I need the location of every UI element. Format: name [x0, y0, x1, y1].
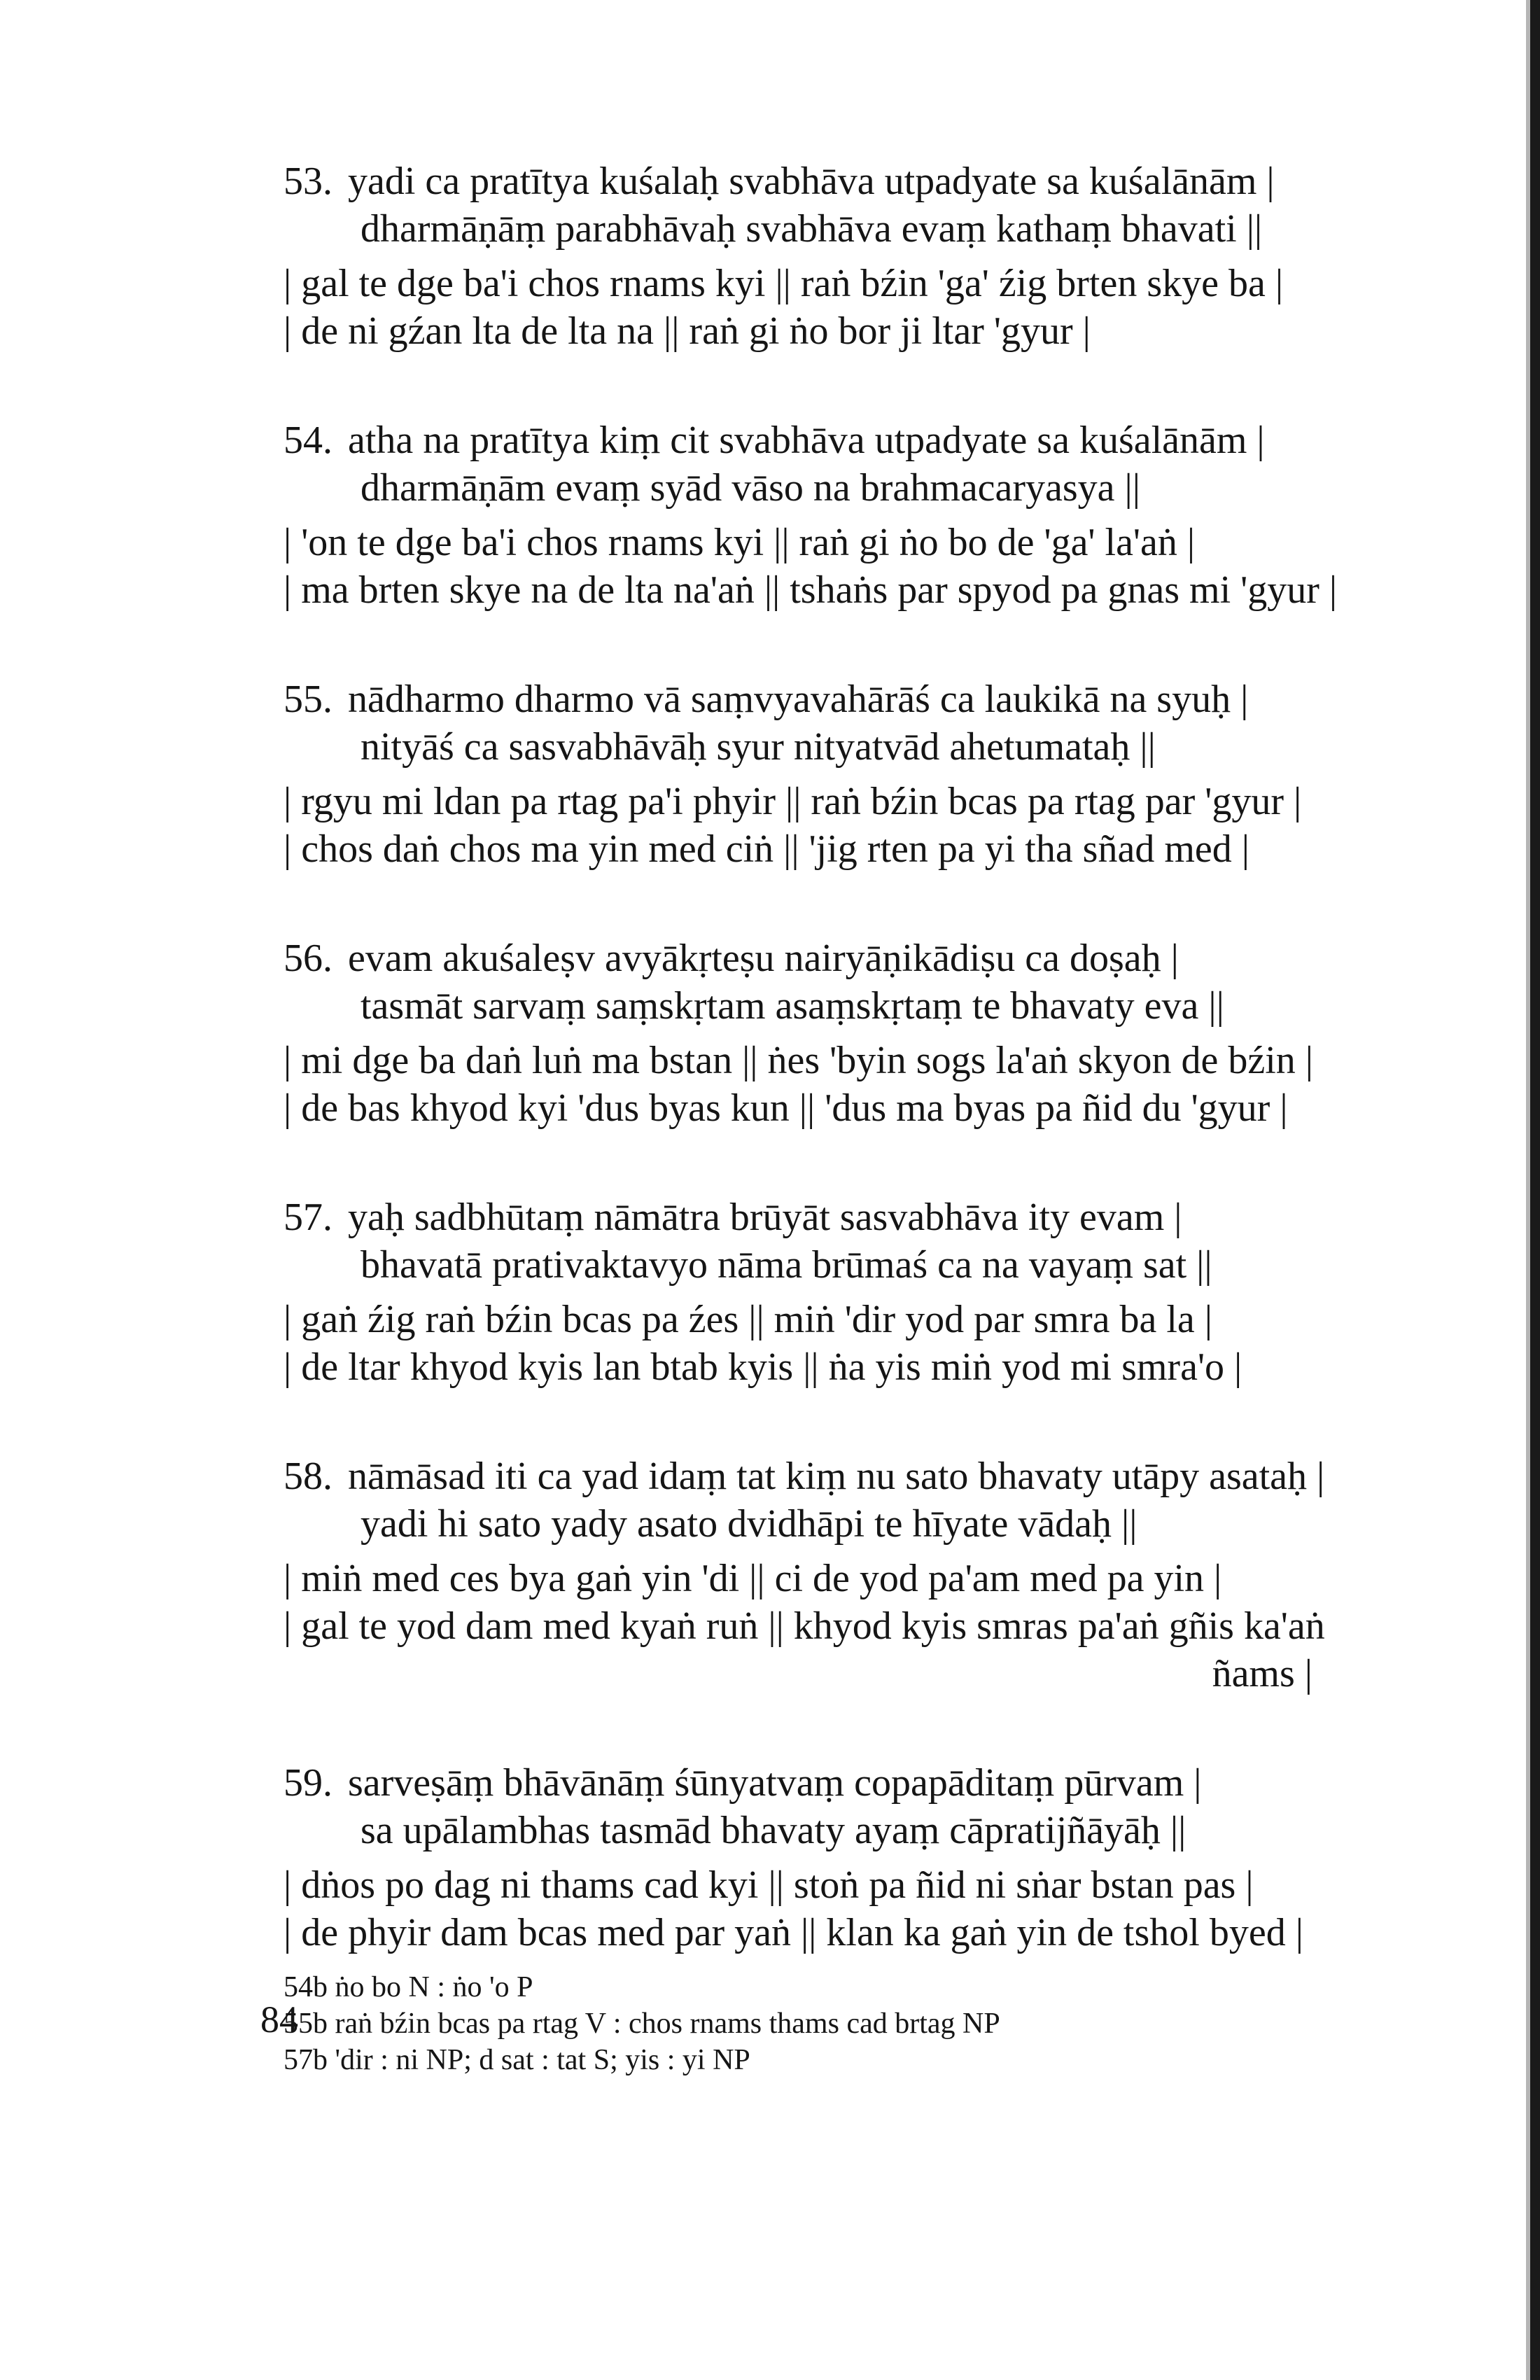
verse-54 [284, 416, 1418, 614]
sanskrit-line: evam akuśaleṣv avyākṛteṣu nairyāṇikādiṣu ca doṣaḥ | [348, 937, 1179, 980]
footnotes [284, 1969, 1418, 2078]
tibetan-line: | de ltar khyod kyis lan btab kyis || ṅa yis miṅ yod mi smra'o | [284, 1345, 1242, 1389]
tibetan-line-continuation: ñams | [1212, 1652, 1312, 1695]
tibetan-line: | miṅ med ces bya gaṅ yin 'di || ci de yod pa'am med pa yin | [284, 1557, 1222, 1600]
sanskrit-line: dharmāṇām evaṃ syād vāso na brahmacaryasya || [360, 466, 1140, 510]
tibetan-line: | dṅos po dag ni thams cad kyi || stoṅ pa ñid ni sṅar bstan pas | [284, 1863, 1254, 1907]
sanskrit-line: nityāś ca sasvabhāvāḥ syur nityatvād ahetumataḥ || [360, 725, 1156, 769]
sanskrit-line: yadi hi sato yady asato dvidhāpi te hīyate vādaḥ || [360, 1502, 1138, 1546]
footnote: 57b 'dir : ni NP; d sat : tat S; yis : yi NP [284, 2044, 750, 2076]
verse-53 [284, 158, 1418, 355]
page-number: 84 [260, 1998, 298, 2040]
verse-number: 54. [284, 419, 332, 462]
text-block [284, 158, 1418, 2078]
sanskrit-line: nādharmo dharmo vā saṃvyavahārāś ca laukikā na syuḥ | [348, 678, 1249, 721]
tibetan-line: | gaṅ źig raṅ bźin bcas pa źes || miṅ 'dir yod par smra ba la | [284, 1298, 1212, 1341]
sanskrit-line: sa upālambhas tasmād bhavaty ayaṃ cāpratijñāyāḥ || [360, 1809, 1186, 1852]
tibetan-line: | de bas khyod kyi 'dus byas kun || 'dus ma byas pa ñid du 'gyur | [284, 1086, 1288, 1130]
verse-number: 53. [284, 160, 332, 203]
sanskrit-line: dharmāṇāṃ parabhāvaḥ svabhāva evaṃ kathaṃ bhavati || [360, 207, 1263, 251]
tibetan-line: | rgyu mi ldan pa rtag pa'i phyir || raṅ bźin bcas pa rtag par 'gyur | [284, 780, 1302, 823]
verse-58 [284, 1452, 1418, 1698]
sanskrit-line: nāmāsad iti ca yad idaṃ tat kiṃ nu sato bhavaty utāpy asataḥ | [348, 1455, 1325, 1498]
footnote: 54b ṅo bo N : ṅo 'o P [284, 1971, 533, 2003]
sanskrit-line: sarveṣāṃ bhāvānāṃ śūnyatvaṃ copapāditaṃ pūrvam | [348, 1761, 1202, 1805]
tibetan-line: | chos daṅ chos ma yin med ciṅ || 'jig rten pa yi tha sñad med | [284, 827, 1250, 871]
verse-number: 58. [284, 1455, 332, 1498]
verse-number: 56. [284, 937, 332, 980]
sanskrit-line: yaḥ sadbhūtaṃ nāmātra brūyāt sasvabhāva ity evam | [348, 1196, 1182, 1239]
tibetan-line: | 'on te dge ba'i chos rnams kyi || raṅ gi ṅo bo de 'ga' la'aṅ | [284, 521, 1196, 564]
verse-57 [284, 1194, 1418, 1391]
verse-59 [284, 1759, 1418, 1956]
footnote: 55b raṅ bźin bcas pa rtag V : chos rnams thams cad brtag NP [284, 2008, 1000, 2040]
tibetan-line: | ma brten skye na de lta na'aṅ || tshaṅs par spyod pa gnas mi 'gyur | [284, 568, 1338, 612]
sanskrit-line: atha na pratītya kiṃ cit svabhāva utpadyate sa kuśalānām | [348, 419, 1265, 462]
sanskrit-line: yadi ca pratītya kuśalaḥ svabhāva utpadyate sa kuśalānām | [348, 160, 1275, 203]
tibetan-line: | gal te yod dam med kyaṅ ruṅ || khyod kyis smras pa'aṅ gñis ka'aṅ [284, 1604, 1325, 1648]
verse-number: 57. [284, 1196, 332, 1239]
verse-56 [284, 934, 1418, 1132]
tibetan-line: | mi dge ba daṅ luṅ ma bstan || ṅes 'byin sogs la'aṅ skyon de bźin | [284, 1039, 1314, 1082]
verse-number: 59. [284, 1761, 332, 1805]
verse-number: 55. [284, 678, 332, 721]
page-edge [1530, 0, 1540, 2380]
sanskrit-line: tasmāt sarvaṃ saṃskṛtam asaṃskṛtaṃ te bhavaty eva || [360, 984, 1224, 1028]
sanskrit-line: bhavatā prativaktavyo nāma brūmaś ca na vayaṃ sat || [360, 1243, 1212, 1287]
verse-55 [284, 676, 1418, 873]
tibetan-line: | de ni gźan lta de lta na || raṅ gi ṅo bor ji ltar 'gyur | [284, 309, 1091, 353]
tibetan-line: | gal te dge ba'i chos rnams kyi || raṅ bźin 'ga' źig brten skye ba | [284, 262, 1284, 305]
tibetan-line: | de phyir dam bcas med par yaṅ || klan ka gaṅ yin de tshol byed | [284, 1911, 1303, 1954]
